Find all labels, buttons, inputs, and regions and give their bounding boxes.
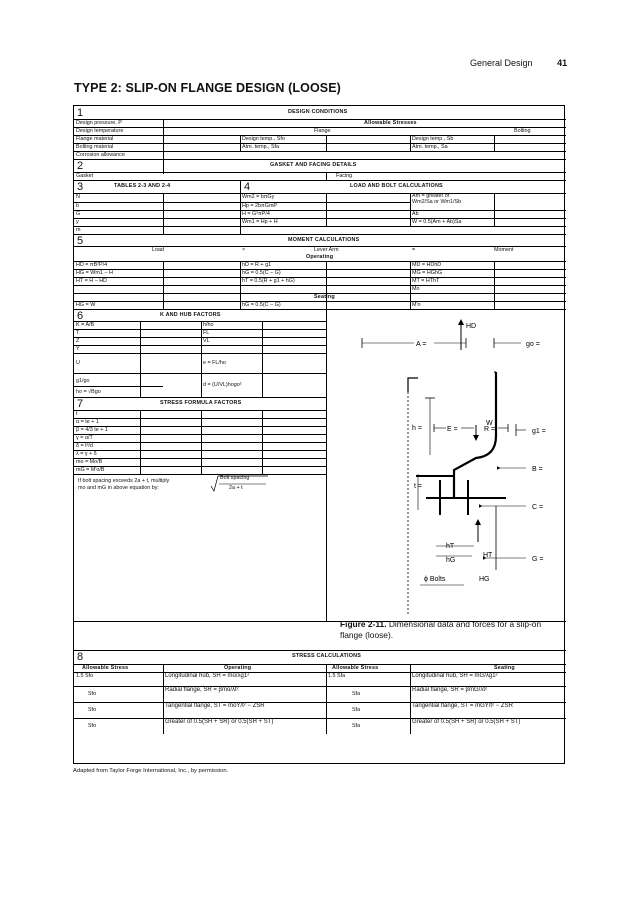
seat-allow-3: Sfa: [352, 707, 361, 713]
op-formula-3: Tangential flange, ST = moY/t² − ZSR: [165, 703, 265, 709]
bolt-note-1: If bolt spacing exceeds 2a + t, multiply: [78, 478, 170, 484]
flange-column-label: Flange: [314, 128, 331, 134]
row-wm2: Wm2 = bπGy: [242, 194, 275, 200]
h-ho: h/ho: [203, 322, 214, 328]
section-8-number: 8: [77, 651, 84, 663]
fig-hg-label: hG: [446, 557, 456, 564]
fig-a-label: A =: [416, 341, 427, 348]
section-4-number: 4: [244, 181, 251, 193]
row-design-pressure: Design pressure, P: [76, 120, 122, 126]
figure-caption-label: Figure 2-11.: [340, 619, 387, 629]
y-factor: Y: [76, 346, 80, 352]
ho-factor: ho = √Bgo: [76, 389, 101, 395]
section-7-heading: STRESS FORMULA FACTORS: [160, 400, 242, 406]
radical-sign: [210, 474, 270, 494]
moment-mg: MG = HGhG: [412, 270, 443, 276]
seat-formula-2: Radial flange, SR = βmG/λt²: [412, 687, 487, 693]
load-hd: HD = πB²P/4: [76, 262, 108, 268]
seating-label: Seating: [314, 294, 335, 300]
fig-bolts-label: ϕ Bolts: [424, 576, 446, 583]
f-delta: δ = t³/d: [76, 443, 93, 449]
section-3-heading: TABLES 2-3 AND 2-4: [114, 183, 171, 189]
source-footnote: Adapted from Taylor Forge International, Inc., by permission.: [73, 768, 229, 774]
seat-col: Seating: [494, 665, 515, 671]
fig-h-label: h =: [412, 425, 422, 432]
row-wm1: Wm1 = Hp + H: [242, 219, 278, 225]
fig-g-label: G =: [532, 556, 544, 563]
row-m: m: [76, 227, 81, 233]
u-factor: U: [76, 360, 80, 366]
op-allow-1: 1.5 Sfo: [76, 673, 94, 679]
vl-factor: VL: [203, 338, 210, 344]
design-form: [73, 105, 565, 764]
radical-num: Bolt spacing: [220, 475, 250, 481]
moment-mo: Mo: [412, 286, 420, 292]
flange-diagram: [326, 310, 566, 620]
atm-temp-sa: Atm. temp., Sa: [412, 144, 448, 150]
row-flange-material: Flange material: [76, 136, 114, 142]
fig-w-label: W: [486, 420, 493, 427]
e-factor: e = FL/ho: [203, 360, 226, 366]
row-w: W = 0.5(Am + Ab)Sa: [412, 219, 462, 225]
section-4-heading: LOAD AND BOLT CALCULATIONS: [350, 183, 443, 189]
figure-caption: [340, 619, 565, 641]
section-6-heading: K AND HUB FACTORS: [160, 312, 221, 318]
load-hg: HG = Wm1 − H: [76, 270, 113, 276]
f-beta: β = 4/3 te + 1: [76, 427, 108, 433]
running-header: [470, 58, 567, 68]
fl-factor: FL: [203, 330, 210, 336]
op-formula-2: Radial flange, SR = βmo/λt²: [165, 687, 239, 693]
figure-caption-text: Dimensional data and forces for a slip-on flange (loose).: [340, 619, 542, 640]
fig-hd-label: HD: [466, 323, 477, 330]
design-temp-sb: Design temp., Sb: [412, 136, 454, 142]
atm-temp-sfa: Atm. temp., Sfa: [242, 144, 280, 150]
f-alpha: α = te + 1: [76, 419, 99, 425]
radical-den: 2a + t: [229, 485, 243, 491]
row-bolting-material: Bolting material: [76, 144, 114, 150]
section-7-number: 7: [77, 398, 84, 410]
seat-formula-3: Tangential flange, ST = mGY/t² − ZSR: [412, 703, 513, 709]
fig-r-label: R =: [484, 426, 496, 433]
fig-b-label: B =: [532, 466, 543, 473]
fig-go-label: go =: [526, 341, 540, 348]
section-2-number: 2: [77, 160, 84, 172]
op-allow-2: Sfo: [88, 691, 97, 697]
bolt-note-2: mo and mG in above equation by:: [78, 485, 159, 491]
seat-allow-4: Sfa: [352, 723, 361, 729]
bolting-column-label: Bolting: [514, 128, 531, 134]
op-formula-1: Longitudinal hub, SH = mo/λg1²: [165, 673, 250, 679]
header-section: General Design: [470, 58, 533, 68]
seat-moment: M'o: [412, 302, 421, 308]
col-moment: Moment: [494, 247, 514, 253]
row-hp: Hp = 2bπGmP: [242, 203, 278, 209]
fig-ht-label: hT: [446, 543, 455, 550]
section-1-number: 1: [77, 107, 84, 119]
op-formula-4: Greater of 0.5(SH + SR) or 0.5(SH + ST): [165, 719, 274, 725]
f-mo: mo = Mo/B: [76, 459, 103, 465]
section-1-heading: DESIGN CONDITIONS: [288, 109, 348, 115]
row-n: N: [76, 194, 80, 200]
section-2-heading: GASKET AND FACING DETAILS: [270, 162, 357, 168]
section-6-number: 6: [77, 310, 84, 322]
seat-load: HG = W: [76, 302, 96, 308]
section-5-heading: MOMENT CALCULATIONS: [288, 237, 360, 243]
col-lever-arm: Lever Arm: [314, 247, 339, 253]
row-h: H = G²πP/4: [242, 211, 270, 217]
seat-formula-4: Greater of 0.5(SH + SR) or 0.5(SH + ST): [412, 719, 521, 725]
d-factor: d = (U/VL)hogo²: [203, 382, 242, 388]
section-3-number: 3: [77, 181, 84, 193]
page-title: TYPE 2: SLIP-ON FLANGE DESIGN (LOOSE): [74, 81, 341, 95]
arm-hd: hD = R + g1: [242, 262, 272, 268]
seat-allow-1: 1.5 Sfa: [328, 673, 346, 679]
operating-label: Operating: [306, 254, 334, 260]
arm-hg: hG = 0.5(C − G): [242, 270, 281, 276]
row-b: b: [76, 203, 79, 209]
page-number: 41: [557, 58, 568, 68]
load-ht: HT = H − HD: [76, 278, 108, 284]
fig-hgc-label: HG: [479, 576, 490, 583]
f-t: t: [76, 411, 78, 417]
col-load: Load: [152, 247, 164, 253]
moment-mt: MT = HThT: [412, 278, 440, 284]
op-col: Operating: [224, 665, 252, 671]
seat-allow-col: Allowable Stress: [332, 665, 379, 671]
facing-label: Facing: [336, 173, 353, 179]
allowable-stresses-heading: Allowable Stresses: [364, 120, 417, 126]
col-equals: =: [412, 247, 416, 253]
am-formula: Wm2/Sa or Wm1/Sb: [412, 199, 462, 205]
design-temp-sfo: Design temp., Sfo: [242, 136, 285, 142]
f-gamma: γ = α/T: [76, 435, 93, 441]
seat-allow-2: Sfa: [352, 691, 361, 697]
arm-ht: hT = 0.5(R + g1 + hG): [242, 278, 295, 284]
fig-t-label: t =: [414, 483, 422, 490]
t-factor: T: [76, 330, 80, 336]
moment-md: MD = HDhD: [412, 262, 442, 268]
op-allow-4: Sfo: [88, 723, 97, 729]
seat-arm: hG = 0.5(C − G): [242, 302, 281, 308]
am-greater-of: Am = greater of: [412, 193, 450, 199]
fig-ht-upper: HT: [483, 552, 493, 559]
row-g: G: [76, 211, 81, 217]
section-5-number: 5: [77, 235, 84, 247]
fig-e-label: E =: [447, 426, 458, 433]
section-8-heading: STRESS CALCULATIONS: [292, 653, 361, 659]
col-times: ×: [242, 247, 246, 253]
fig-c-label: C =: [532, 504, 544, 511]
op-allow-3: Sfo: [88, 707, 97, 713]
row-design-temperature: Design temperature: [76, 128, 124, 134]
f-lambda: λ = γ + δ: [76, 451, 97, 457]
gasket-label: Gasket: [76, 173, 94, 179]
f-mg: mG = M'o/B: [76, 467, 105, 473]
g1-go: g1/go: [76, 378, 90, 384]
op-allow-col: Allowable Stress: [82, 665, 129, 671]
fig-g1-label: g1 =: [532, 428, 546, 435]
row-corrosion-allowance: Corrosion allowance: [76, 152, 125, 158]
row-ab: Ab: [412, 211, 419, 217]
row-y: y: [76, 219, 79, 225]
seat-formula-1: Longitudinal hub, SH = mG/λg1²: [412, 673, 498, 679]
k-factor: K = A/B: [76, 322, 95, 328]
z-factor: Z: [76, 338, 80, 344]
